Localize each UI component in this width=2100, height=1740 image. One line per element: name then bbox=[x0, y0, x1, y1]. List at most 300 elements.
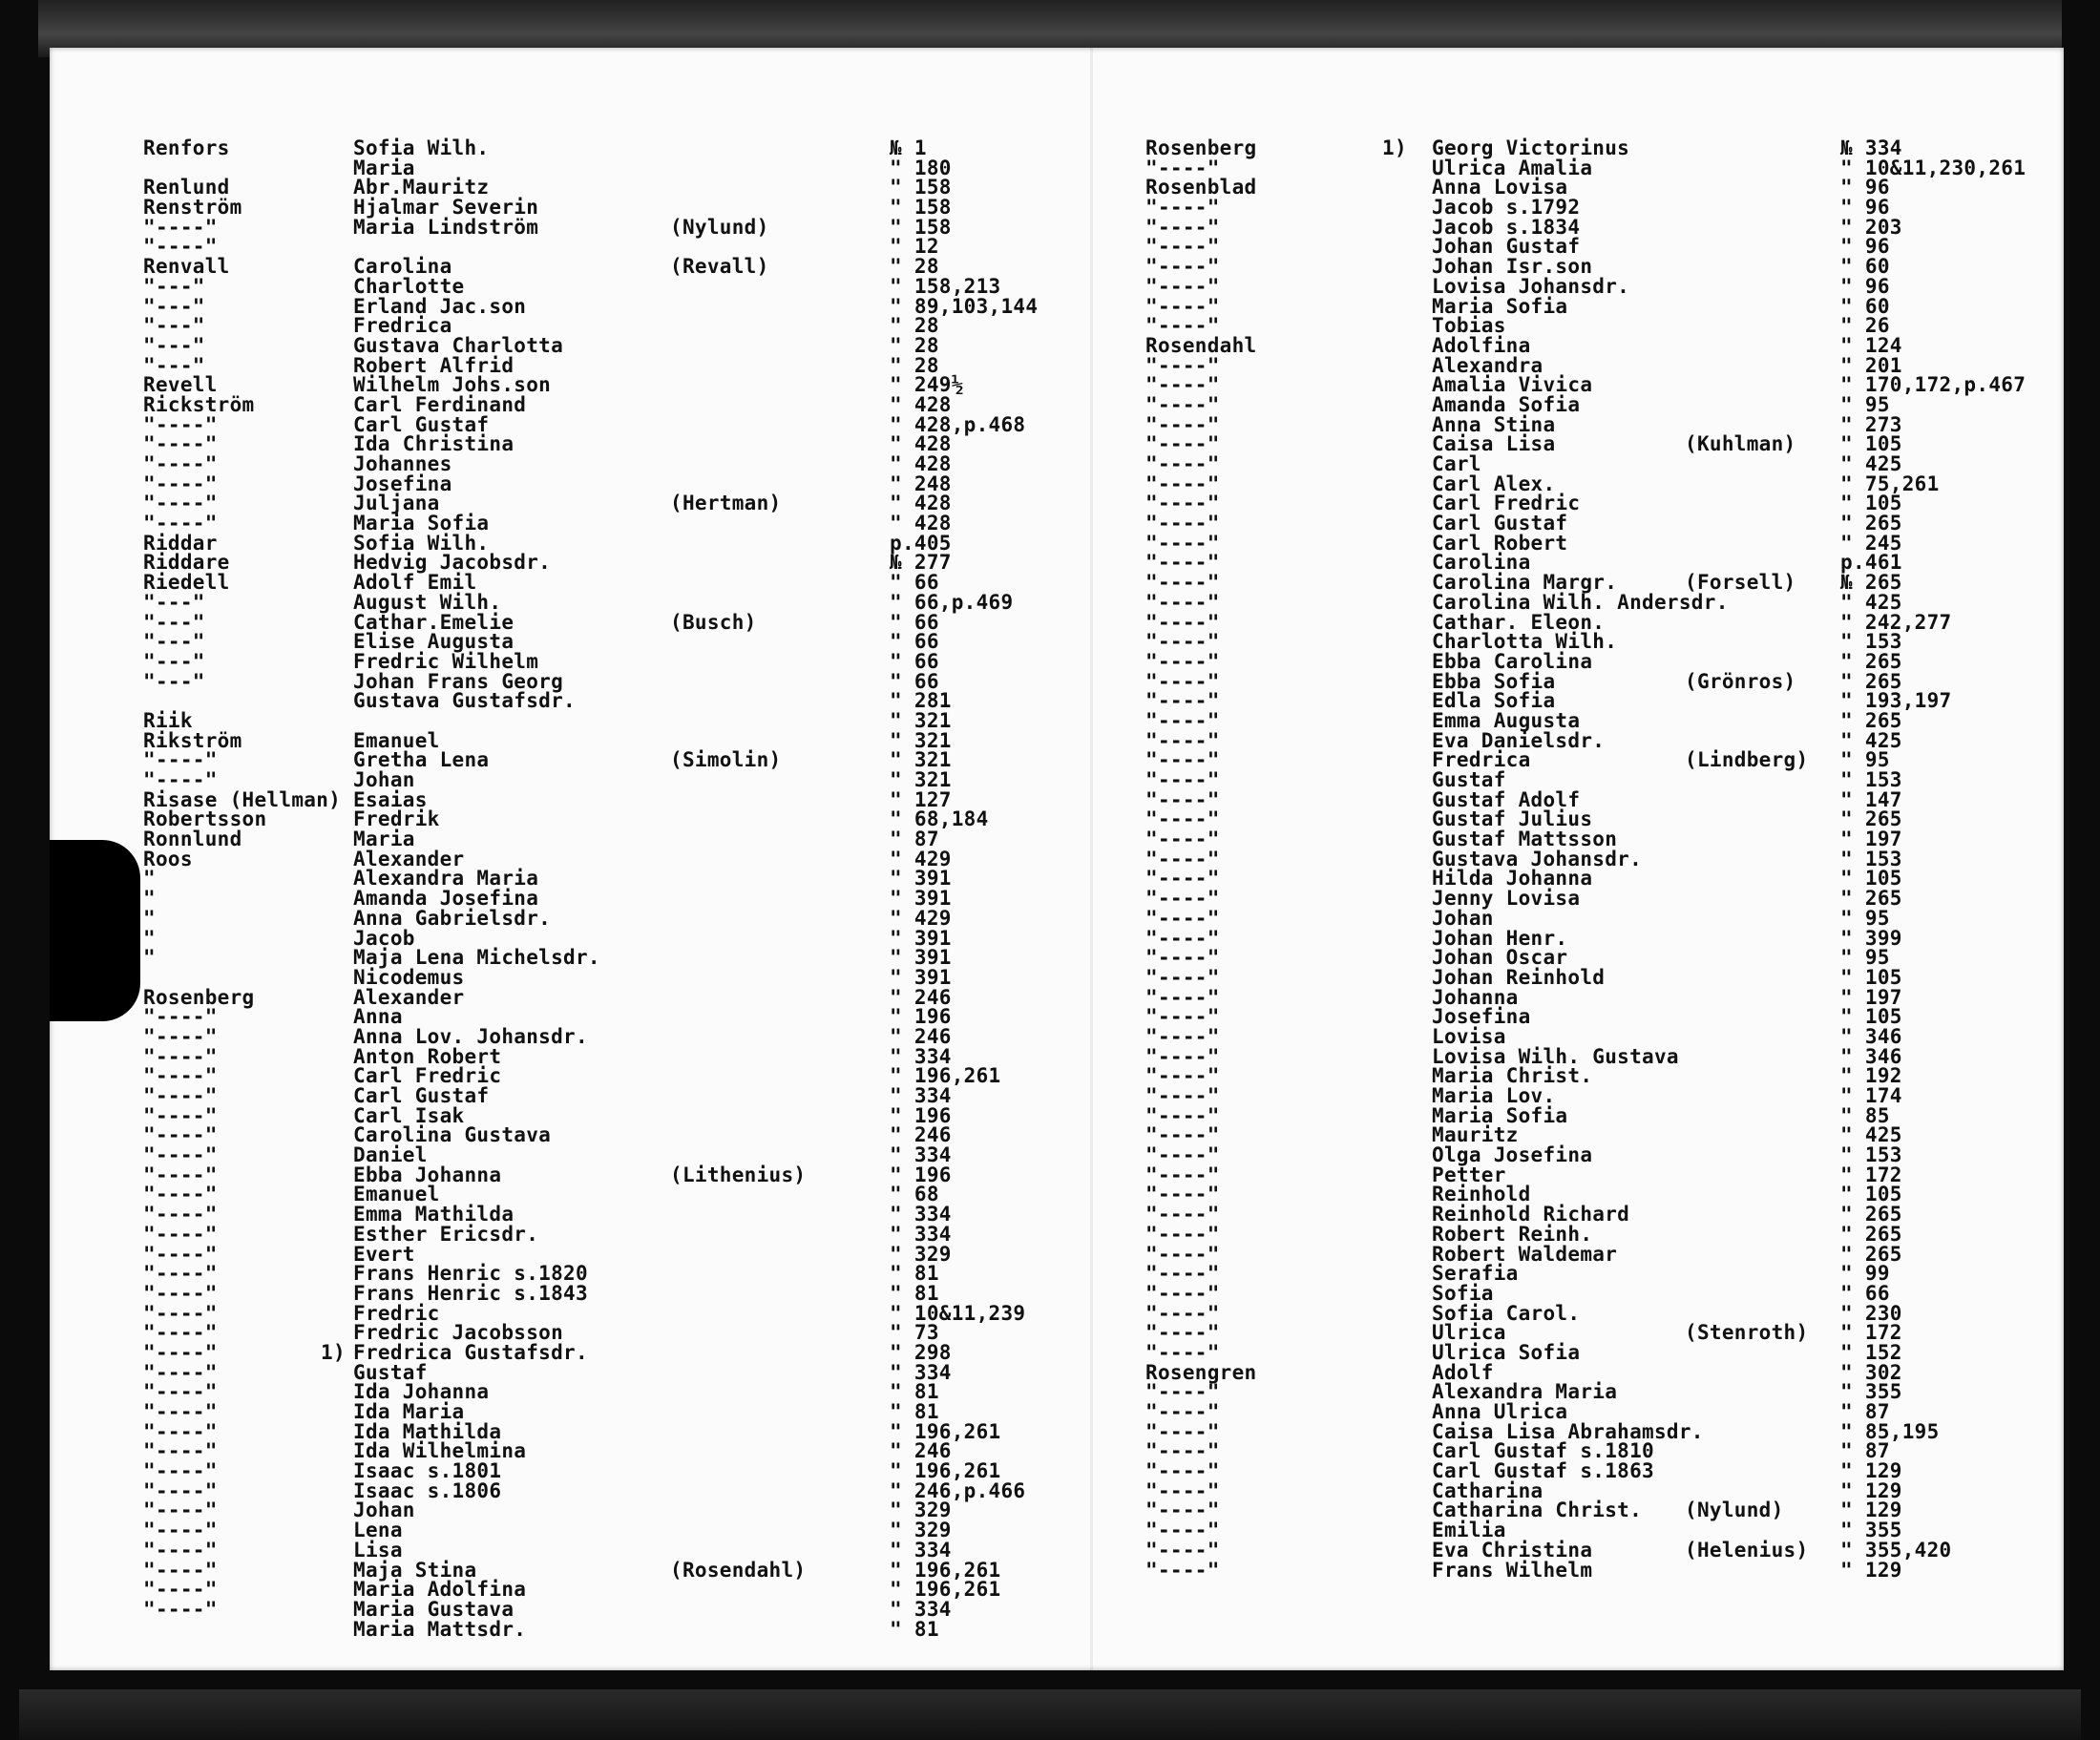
entry-surname: "----" bbox=[1145, 985, 1220, 1009]
entry-given: Johan bbox=[353, 768, 415, 791]
entry-surname: "----" bbox=[1145, 768, 1220, 791]
entry-given: Adolfina bbox=[1432, 333, 1531, 357]
entry-surname: "----" bbox=[1145, 571, 1220, 595]
entry-num: " 242,277 bbox=[1840, 610, 1952, 634]
entry-given: Emanuel bbox=[353, 1183, 440, 1206]
entry-surname: "----" bbox=[1145, 887, 1220, 911]
entry-num: " 95 bbox=[1840, 748, 1890, 772]
entry-given: Reinhold bbox=[1432, 1183, 1531, 1206]
entry-given: Fredrik bbox=[353, 807, 440, 831]
entry-given: Frans Wilhelm bbox=[1432, 1558, 1593, 1582]
entry-num: № 277 bbox=[890, 551, 952, 575]
entry-surname: "----" bbox=[143, 1281, 218, 1305]
entry-num: " 172 bbox=[1840, 1163, 1902, 1186]
entry-given: Carl Fredric bbox=[1432, 492, 1581, 515]
entry-given: Ulrica Amalia bbox=[1432, 156, 1593, 179]
entry-given: Fredrica bbox=[1432, 748, 1531, 772]
entry-num: " 246 bbox=[890, 1024, 952, 1048]
entry-surname: Roos bbox=[143, 847, 193, 870]
entry-num: " 329 bbox=[890, 1519, 952, 1542]
entry-surname: "----" bbox=[1145, 748, 1220, 772]
entry-surname: "----" bbox=[143, 1005, 218, 1029]
entry-surname: "----" bbox=[143, 1578, 218, 1602]
entry-num: " 429 bbox=[890, 906, 952, 930]
entry-given: Jacob bbox=[353, 926, 415, 950]
entry-num: " 425 bbox=[1840, 1123, 1902, 1147]
entry-num: " 196,261 bbox=[890, 1578, 1001, 1602]
entry-num: " 196,261 bbox=[890, 1064, 1001, 1088]
entry-num: " 265 bbox=[1840, 512, 1902, 535]
entry-num: " 391 bbox=[890, 946, 952, 970]
entry-given: Olga Josefina bbox=[1432, 1143, 1593, 1167]
entry-given: Carl Isak bbox=[353, 1103, 465, 1127]
entry-given: Lena bbox=[353, 1519, 403, 1542]
entry-given: Alexandra Maria bbox=[1432, 1380, 1618, 1404]
entry-num: " 334 bbox=[890, 1222, 952, 1246]
entry-given: Johan Gustaf bbox=[1432, 235, 1581, 259]
entry-surname: "----" bbox=[143, 1183, 218, 1206]
entry-num: " 265 bbox=[1840, 708, 1902, 732]
entry-note: (Kuhlman) bbox=[1685, 432, 1796, 456]
entry-surname: "----" bbox=[143, 215, 218, 239]
entry-surname: "----" bbox=[1145, 610, 1220, 634]
entry-surname: "----" bbox=[143, 1340, 218, 1364]
entry-num: " 281 bbox=[890, 689, 952, 713]
entry-surname: "----" bbox=[143, 1103, 218, 1127]
entry-num: " 355 bbox=[1840, 1380, 1902, 1404]
entry-given: Gustaf Adolf bbox=[1432, 787, 1581, 811]
entry-given: Sofia Carol. bbox=[1432, 1301, 1581, 1325]
entry-surname: Rosenberg bbox=[143, 985, 255, 1009]
entry-given: Jenny Lovisa bbox=[1432, 887, 1581, 911]
entry-note: (Nylund) bbox=[670, 215, 769, 239]
entry-surname: "----" bbox=[1145, 649, 1220, 673]
entry-num: " 425 bbox=[1840, 590, 1902, 614]
entry-given: Catharina bbox=[1432, 1478, 1544, 1502]
entry-given: Maria bbox=[353, 828, 415, 851]
entry-num: " 391 bbox=[890, 887, 952, 911]
entry-num: " 95 bbox=[1840, 392, 1890, 416]
entry-given: Edla Sofia bbox=[1432, 689, 1556, 713]
entry-surname: "----" bbox=[143, 452, 218, 475]
entry-surname: "----" bbox=[143, 472, 218, 495]
entry-surname: "----" bbox=[1145, 294, 1220, 318]
entry-given: Robert Alfrid bbox=[353, 353, 514, 377]
entry-num: " 197 bbox=[1840, 828, 1902, 851]
entry-surname: Rosendahl bbox=[1145, 333, 1257, 357]
entry-num: " 355,420 bbox=[1840, 1538, 1952, 1562]
entry-surname: "---" bbox=[143, 333, 205, 357]
entry-num: " 321 bbox=[890, 728, 952, 752]
entry-surname: "----" bbox=[1145, 1499, 1220, 1522]
entry-given: Josefina bbox=[1432, 1005, 1531, 1029]
entry-given: Lovisa Wilh. Gustava bbox=[1432, 1044, 1679, 1068]
entry-num: " 152 bbox=[1840, 1340, 1902, 1364]
entry-given: Abr.Mauritz bbox=[353, 176, 490, 199]
entry-surname: "----" bbox=[1145, 590, 1220, 614]
entry-given: Ulrica Sofia bbox=[1432, 1340, 1581, 1364]
entry-surname: "----" bbox=[1145, 1005, 1220, 1029]
entry-num: " 246,p.466 bbox=[890, 1478, 1026, 1502]
entry-num: " 246 bbox=[890, 1439, 952, 1463]
entry-given: Esther Ericsdr. bbox=[353, 1222, 539, 1246]
entry-given: Alexander bbox=[353, 847, 465, 870]
entry-given: Ida Maria bbox=[353, 1400, 465, 1423]
entry-given: Sofia Wilh. bbox=[353, 531, 490, 555]
entry-given: Cathar. Eleon. bbox=[1432, 610, 1606, 634]
entry-surname: "----" bbox=[1145, 630, 1220, 654]
entry-surname: "----" bbox=[143, 235, 218, 259]
entry-surname: "----" bbox=[1145, 551, 1220, 575]
entry-surname: "----" bbox=[1145, 1459, 1220, 1483]
entry-surname: "----" bbox=[1145, 235, 1220, 259]
entry-given: Evert bbox=[353, 1242, 415, 1266]
index-page bbox=[50, 48, 2064, 1670]
entry-surname: "----" bbox=[143, 1538, 218, 1562]
entry-given: Anna Gabrielsdr. bbox=[353, 906, 552, 930]
entry-surname: "----" bbox=[143, 1459, 218, 1483]
entry-num: " 334 bbox=[890, 1143, 952, 1167]
entry-surname: "----" bbox=[143, 1380, 218, 1404]
entry-given: Mauritz bbox=[1432, 1123, 1519, 1147]
entry-num: " 153 bbox=[1840, 768, 1902, 791]
entry-surname: "----" bbox=[1145, 1558, 1220, 1582]
entry-num: " 129 bbox=[1840, 1478, 1902, 1502]
entry-num: " 158 bbox=[890, 196, 952, 220]
entry-surname: "----" bbox=[1145, 472, 1220, 495]
entry-note: (Rosendahl) bbox=[670, 1558, 807, 1582]
entry-surname: "----" bbox=[1145, 1123, 1220, 1147]
entry-given: Hilda Johanna bbox=[1432, 867, 1593, 891]
entry-surname: " bbox=[143, 867, 156, 891]
entry-surname: Ronnlund bbox=[143, 828, 242, 851]
entry-surname: "----" bbox=[143, 1558, 218, 1582]
entry-surname: " bbox=[143, 887, 156, 911]
entry-surname: "----" bbox=[143, 1400, 218, 1423]
entry-given: Carl Alex. bbox=[1432, 472, 1556, 495]
entry-num: " 321 bbox=[890, 768, 952, 791]
entry-num: " 265 bbox=[1840, 887, 1902, 911]
entry-surname: "----" bbox=[1145, 1380, 1220, 1404]
entry-num: " 334 bbox=[890, 1044, 952, 1068]
entry-given: Ida Christina bbox=[353, 432, 514, 456]
entry-given: Anna Ulrica bbox=[1432, 1400, 1568, 1423]
entry-surname: "----" bbox=[1145, 906, 1220, 930]
entry-num: " 428 bbox=[890, 392, 952, 416]
entry-surname: "----" bbox=[1145, 1321, 1220, 1345]
entry-surname: "----" bbox=[1145, 1044, 1220, 1068]
entry-given: Amanda Sofia bbox=[1432, 392, 1581, 416]
entry-surname: Renström bbox=[143, 196, 242, 220]
entry-surname: Riddare bbox=[143, 551, 230, 575]
entry-surname: " bbox=[143, 926, 156, 950]
entry-surname: Renvall bbox=[143, 255, 230, 279]
entry-surname: "----" bbox=[1145, 828, 1220, 851]
entry-num: " 96 bbox=[1840, 274, 1890, 298]
entry-num: " 95 bbox=[1840, 946, 1890, 970]
entry-num: " 346 bbox=[1840, 1044, 1902, 1068]
entry-surname: "----" bbox=[1145, 255, 1220, 279]
entry-num: " 12 bbox=[890, 235, 939, 259]
entry-note: (Forsell) bbox=[1685, 571, 1796, 595]
entry-num: " 391 bbox=[890, 965, 952, 989]
entry-given: Fredric Wilhelm bbox=[353, 649, 539, 673]
entry-surname: "----" bbox=[1145, 1419, 1220, 1443]
entry-given: Maria Sofia bbox=[1432, 1103, 1568, 1127]
entry-given: Ida Wilhelmina bbox=[353, 1439, 527, 1463]
entry-num: " 85,195 bbox=[1840, 1419, 1940, 1443]
entry-surname: "----" bbox=[1145, 196, 1220, 220]
entry-num: " 158 bbox=[890, 176, 952, 199]
entry-num: " 10&11,239 bbox=[890, 1301, 1026, 1325]
entry-given: Sofia bbox=[1432, 1281, 1494, 1305]
entry-num: " 334 bbox=[890, 1360, 952, 1384]
entry-given: Maria Christ. bbox=[1432, 1064, 1593, 1088]
entry-num: " 192 bbox=[1840, 1064, 1902, 1088]
entry-surname: "----" bbox=[143, 1499, 218, 1522]
entry-surname: "----" bbox=[1145, 1439, 1220, 1463]
entry-surname: "----" bbox=[143, 1262, 218, 1286]
entry-surname: Riedell bbox=[143, 571, 230, 595]
entry-num: " 68,184 bbox=[890, 807, 989, 831]
entry-given: Maria Sofia bbox=[353, 512, 490, 535]
entry-given: Lisa bbox=[353, 1538, 403, 1562]
entry-given: Ebba Sofia bbox=[1432, 669, 1556, 693]
entry-given: Maja Lena Michelsdr. bbox=[353, 946, 600, 970]
entry-num: " 105 bbox=[1840, 432, 1902, 456]
entry-num: " 429 bbox=[890, 847, 952, 870]
entry-num: " 147 bbox=[1840, 787, 1902, 811]
entry-num: " 129 bbox=[1840, 1459, 1902, 1483]
entry-given: Maria Sofia bbox=[1432, 294, 1568, 318]
entry-surname: Renfors bbox=[143, 136, 230, 159]
entry-given: Maja Stina bbox=[353, 1558, 477, 1582]
entry-surname: Rikström bbox=[143, 728, 242, 752]
entry-surname: "----" bbox=[1145, 1143, 1220, 1167]
entry-note: (Lindberg) bbox=[1685, 748, 1809, 772]
entry-surname: Rosengren bbox=[1145, 1360, 1257, 1384]
entry-num: " 81 bbox=[890, 1262, 939, 1286]
entry-given: Ulrica bbox=[1432, 1321, 1506, 1345]
entry-surname: "----" bbox=[1145, 512, 1220, 535]
entry-surname: "----" bbox=[143, 1519, 218, 1542]
entry-num: " 81 bbox=[890, 1380, 939, 1404]
entry-num: " 196 bbox=[890, 1005, 952, 1029]
entry-given: Anna Lovisa bbox=[1432, 176, 1568, 199]
entry-num: " 203 bbox=[1840, 215, 1902, 239]
entry-given: Eva Danielsdr. bbox=[1432, 728, 1606, 752]
entry-given: Johan Henr. bbox=[1432, 926, 1568, 950]
entry-surname: "----" bbox=[1145, 926, 1220, 950]
entry-given: Johan Isr.son bbox=[1432, 255, 1593, 279]
entry-surname: "----" bbox=[1145, 708, 1220, 732]
entry-num: " 87 bbox=[1840, 1400, 1890, 1423]
entry-given: Alexandra Maria bbox=[353, 867, 539, 891]
entry-given: Emma Augusta bbox=[1432, 708, 1581, 732]
entry-num: " 196,261 bbox=[890, 1558, 1001, 1582]
entry-surname: "----" bbox=[143, 1203, 218, 1226]
entry-num: " 66 bbox=[890, 571, 939, 595]
entry-given: Fredric bbox=[353, 1301, 440, 1325]
entry-num: " 28 bbox=[890, 314, 939, 338]
entry-num: " 105 bbox=[1840, 492, 1902, 515]
entry-given: Sofia Wilh. bbox=[353, 136, 490, 159]
entry-num: " 302 bbox=[1840, 1360, 1902, 1384]
entry-surname: "---" bbox=[143, 590, 205, 614]
entry-surname: "----" bbox=[143, 412, 218, 436]
entry-note: (Stenroth) bbox=[1685, 1321, 1809, 1345]
entry-num: " 153 bbox=[1840, 847, 1902, 870]
entry-surname: "---" bbox=[143, 314, 205, 338]
entry-given: Lovisa bbox=[1432, 1024, 1506, 1048]
entry-given: Carl Gustaf s.1863 bbox=[1432, 1459, 1654, 1483]
entry-given: Amanda Josefina bbox=[353, 887, 539, 911]
entry-num: " 201 bbox=[1840, 353, 1902, 377]
entry-given: Catharina Christ. bbox=[1432, 1499, 1643, 1522]
entry-num: " 28 bbox=[890, 353, 939, 377]
entry-num: " 75,261 bbox=[1840, 472, 1940, 495]
entry-given: Jacob s.1834 bbox=[1432, 215, 1581, 239]
entry-surname: "---" bbox=[143, 294, 205, 318]
entry-given: Adolf Emil bbox=[353, 571, 477, 595]
entry-num: " 87 bbox=[1840, 1439, 1890, 1463]
entry-mark: 1) bbox=[1382, 136, 1407, 159]
entry-num: p.461 bbox=[1840, 551, 1902, 575]
entry-surname: "----" bbox=[1145, 1064, 1220, 1088]
entry-num: " 81 bbox=[890, 1617, 939, 1641]
entry-num: " 105 bbox=[1840, 1183, 1902, 1206]
entry-given: Carolina Gustava bbox=[353, 1123, 552, 1147]
entry-num: " 428 bbox=[890, 432, 952, 456]
entry-given: Carolina Margr. bbox=[1432, 571, 1618, 595]
entry-num: " 329 bbox=[890, 1242, 952, 1266]
entry-num: " 425 bbox=[1840, 728, 1902, 752]
entry-given: Caisa Lisa Abrahamsdr. bbox=[1432, 1419, 1704, 1443]
entry-surname: Rickström bbox=[143, 392, 255, 416]
entry-surname: Riddar bbox=[143, 531, 218, 555]
entry-surname: "----" bbox=[1145, 1222, 1220, 1246]
entry-given: Carl Fredric bbox=[353, 1064, 502, 1088]
entry-surname: "---" bbox=[143, 630, 205, 654]
entry-given: Gustava Charlotta bbox=[353, 333, 564, 357]
entry-num: " 246 bbox=[890, 985, 952, 1009]
entry-given: Adolf bbox=[1432, 1360, 1494, 1384]
entry-num: " 105 bbox=[1840, 867, 1902, 891]
entry-surname: "----" bbox=[143, 1084, 218, 1107]
entry-surname: "----" bbox=[1145, 847, 1220, 870]
entry-surname: "----" bbox=[143, 1242, 218, 1266]
entry-surname: "----" bbox=[1145, 1400, 1220, 1423]
entry-num: " 68 bbox=[890, 1183, 939, 1206]
entry-surname: "----" bbox=[143, 432, 218, 456]
entry-given: Jacob s.1792 bbox=[1432, 196, 1581, 220]
entry-surname: "---" bbox=[143, 649, 205, 673]
entry-num: " 334 bbox=[890, 1084, 952, 1107]
entry-given: Serafia bbox=[1432, 1262, 1519, 1286]
entry-num: " 355 bbox=[1840, 1519, 1902, 1542]
entry-num: " 66 bbox=[890, 669, 939, 693]
entry-note: (Lithenius) bbox=[670, 1163, 807, 1186]
entry-num: " 66 bbox=[890, 649, 939, 673]
entry-given: Alexander bbox=[353, 985, 465, 1009]
entry-given: Gustaf Julius bbox=[1432, 807, 1593, 831]
entry-num: " 96 bbox=[1840, 176, 1890, 199]
entry-given: Frans Henric s.1843 bbox=[353, 1281, 588, 1305]
entry-given: Anna bbox=[353, 1005, 403, 1029]
entry-given: Charlotta Wilh. bbox=[1432, 630, 1618, 654]
entry-given: Georg Victorinus bbox=[1432, 136, 1630, 159]
entry-given: Fredrica Gustafsdr. bbox=[353, 1340, 588, 1364]
entry-num: " 158,213 bbox=[890, 274, 1001, 298]
entry-num: " 196 bbox=[890, 1103, 952, 1127]
entry-num: " 105 bbox=[1840, 965, 1902, 989]
entry-mark: 1) bbox=[321, 1340, 346, 1364]
entry-num: " 428,p.468 bbox=[890, 412, 1026, 436]
entry-given: Charlotte bbox=[353, 274, 465, 298]
entry-num: " 28 bbox=[890, 255, 939, 279]
binder-clip bbox=[50, 840, 140, 1021]
entry-given: Nicodemus bbox=[353, 965, 465, 989]
entry-num: № 334 bbox=[1840, 136, 1902, 159]
entry-given: Wilhelm Johs.son bbox=[353, 373, 552, 397]
entry-given: Eva Christina bbox=[1432, 1538, 1593, 1562]
entry-num: " 248 bbox=[890, 472, 952, 495]
entry-num: " 399 bbox=[1840, 926, 1902, 950]
entry-surname: "----" bbox=[1145, 1478, 1220, 1502]
entry-surname: "----" bbox=[1145, 946, 1220, 970]
entry-num: " 391 bbox=[890, 867, 952, 891]
entry-given: Carolina Wilh. Andersdr. bbox=[1432, 590, 1729, 614]
entry-num: " 124 bbox=[1840, 333, 1902, 357]
entry-surname: "----" bbox=[143, 1439, 218, 1463]
entry-num: " 321 bbox=[890, 748, 952, 772]
entry-given: Johan bbox=[353, 1499, 415, 1522]
entry-num: " 26 bbox=[1840, 314, 1890, 338]
entry-surname: Rosenblad bbox=[1145, 176, 1257, 199]
entry-given: Robert Waldemar bbox=[1432, 1242, 1618, 1266]
entry-given: Carolina bbox=[353, 255, 452, 279]
entry-surname: "----" bbox=[1145, 1203, 1220, 1226]
entry-given: Maria Adolfina bbox=[353, 1578, 527, 1602]
entry-num: " 265 bbox=[1840, 1242, 1902, 1266]
entry-surname: "----" bbox=[1145, 156, 1220, 179]
entry-num: " 265 bbox=[1840, 1222, 1902, 1246]
entry-surname: "----" bbox=[1145, 669, 1220, 693]
entry-num: № 1 bbox=[890, 136, 927, 159]
entry-num: " 96 bbox=[1840, 196, 1890, 220]
entry-num: " 66 bbox=[890, 610, 939, 634]
entry-num: " 87 bbox=[890, 828, 939, 851]
entry-surname: "----" bbox=[143, 1143, 218, 1167]
entry-surname: " bbox=[143, 946, 156, 970]
entry-given: Alexandra bbox=[1432, 353, 1544, 377]
entry-given: Reinhold Richard bbox=[1432, 1203, 1630, 1226]
entry-given: August Wilh. bbox=[353, 590, 502, 614]
entry-num: " 196,261 bbox=[890, 1419, 1001, 1443]
entry-num: " 170,172,p.467 bbox=[1840, 373, 2026, 397]
entry-surname: "----" bbox=[1145, 787, 1220, 811]
entry-given: Maria Lov. bbox=[1432, 1084, 1556, 1107]
entry-num: " 10&11,230,261 bbox=[1840, 156, 2026, 179]
entry-surname: Robertsson bbox=[143, 807, 267, 831]
entry-given: Gustaf bbox=[353, 1360, 428, 1384]
entry-given: Hjalmar Severin bbox=[353, 196, 539, 220]
entry-num: " 158 bbox=[890, 215, 952, 239]
entry-num: " 153 bbox=[1840, 630, 1902, 654]
entry-num: " 265 bbox=[1840, 1203, 1902, 1226]
entry-note: (Hertman) bbox=[670, 492, 782, 515]
entry-num: " 329 bbox=[890, 1499, 952, 1522]
